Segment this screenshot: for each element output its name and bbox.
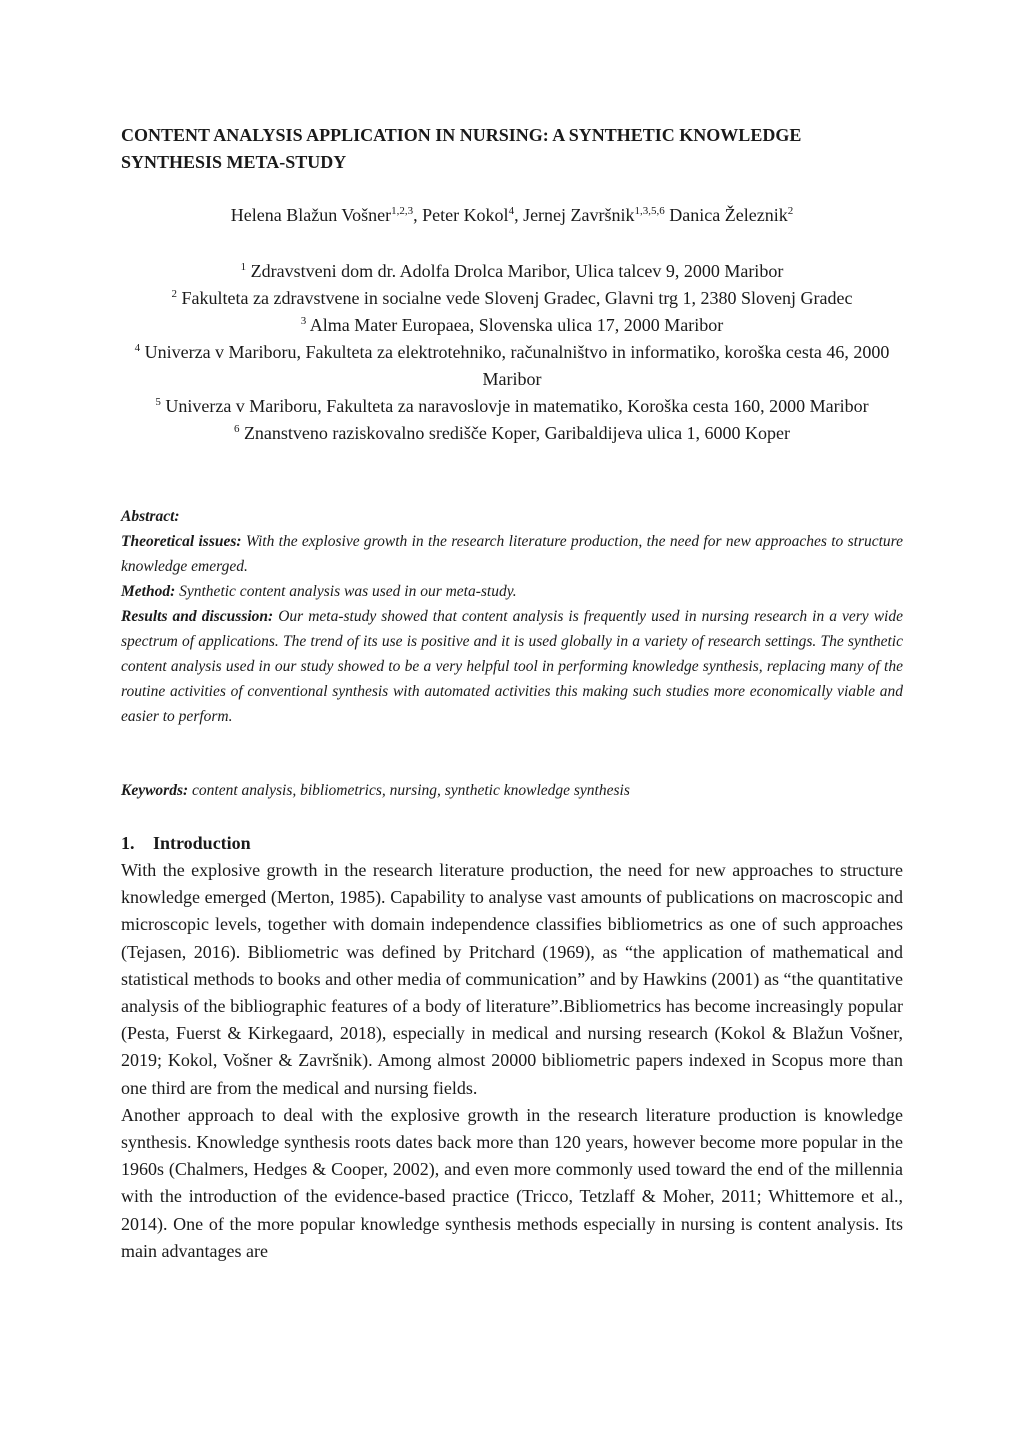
introduction-body [121,857,903,1265]
section-heading-introduction: 1. Introduction [121,833,251,853]
abstract-results: Results and discussion: Our meta-study showed that content analysis is frequently used in nursing research in a very wide spectrum of applications. The trend of its use is positive and it is used globally in a variety of research settings. The synthetic content analysis used in our study showed to be a very helpful tool in performing knowledge synthesis, replacing many of the routine activities of conventional synthesis with automated activities this making such studies more economically viable and easier to perform. [121,608,903,725]
author: Jernej Završnik$^{1,3,5,6}$ [523,205,665,225]
body-paragraph: With the explosive growth in the research literature production, the need for new approaches to structure knowledge emerged (Merton, 1985). Capability to analyse vast amounts of publications on macroscopic and microscopic levels, together with domain independence classifies bibliometrics as one of such approaches (Tejasen, 2016). Bibliometric was defined by Pritchard (1969), as “the application of mathematical and statistical methods to books and other media of communication” and by Hawkins (2001) as “the quantitative analysis of the bibliographic features of a body of literature”.Bibliometrics has become increasingly popular (Pesta, Fuerst & Kirkegaard, 2018), especially in medical and nursing research (Kokol & Blažun Vošner, 2019; Kokol, Vošner & Završnik). Among almost 20000 bibliometric papers indexed in Scopus more than one third are from the medical and nursing fields. [121,860,903,1098]
author: Helena Blažun Vošner$^{1,2,3}$, [230,205,423,225]
abstract [121,504,903,729]
body-paragraph: Another approach to deal with the explosive growth in the research literature production is knowledge synthesis. Knowledge synthesis roots dates back more than 120 years, however become more popular in the 1960s (Chalmers, Hedges & Cooper, 2002), and even more commonly used toward the end of the millennia with the introduction of the evidence-based practice (Tricco, Tetzlaff & Moher, 2011; Whittemore et al., 2014). One of the more popular knowledge synthesis methods especially in nursing is content analysis. Its main advantages are [121,1104,903,1261]
affiliation: $^2$ Fakulteta za zdravstvene in socialne vede Slovenj Gradec, Glavni trg 1, 2380 Slovenj Gradec [171,288,853,308]
abstract-method: Method: Synthetic content analysis was used in our meta-study. [121,583,517,600]
author: Danica Železnik$^2$ [669,205,794,225]
author: Peter Kokol$^4$, [422,205,524,225]
keywords: Keywords: content analysis, bibliometrics, nursing, synthetic knowledge synthesis [121,782,630,799]
abstract-heading: Abstract: [121,508,180,525]
author-list [121,203,903,227]
affiliation: $^5$ Univerza v Mariboru, Fakulteta za naravoslovje in matematiko, Koroška cesta 160, 2000 Maribor [155,396,869,416]
affiliation-list [121,258,903,447]
affiliation: $^1$ Zdravstveni dom dr. Adolfa Drolca Maribor, Ulica talcev 9, 2000 Maribor [240,261,784,281]
affiliation: $^4$ Univerza v Mariboru, Fakulteta za elektrotehniko, računalništvo in informatiko, koroška cesta 46, 2000 Maribor [134,342,890,389]
affiliation: $^6$ Znanstveno raziskovalno središče Koper, Garibaldijeva ulica 1, 6000 Koper [233,423,791,443]
abstract-theoretical-issues: Theoretical issues: With the explosive growth in the research literature production, the need for new approaches to structure knowledge emerged. [121,533,903,575]
affiliation: $^3$ Alma Mater Europaea, Slovenska ulica 17, 2000 Maribor [300,315,724,335]
paper-title: CONTENT ANALYSIS APPLICATION IN NURSING: A SYNTHETIC KNOWLEDGE SYNTHESIS META-STUDY [121,125,802,172]
